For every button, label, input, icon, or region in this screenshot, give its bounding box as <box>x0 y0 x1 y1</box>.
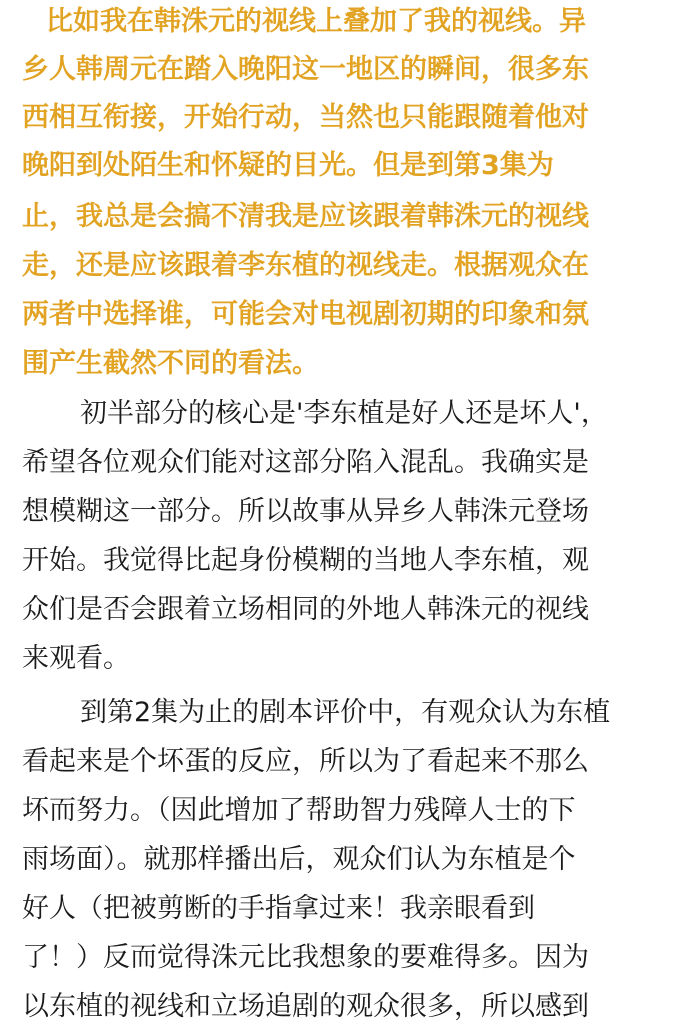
highlight-line: 止，我总是会搞不清我是应该跟着韩洙元的视线 <box>22 201 589 232</box>
paragraph-line: 看起来是个坏蛋的反应，所以为了看起来不那么 <box>22 746 589 777</box>
paragraph-line: 坏而努力。（因此增加了帮助智力残障人士的下 <box>22 795 576 826</box>
paragraph-line: 初半部分的核心是'李东植是好人还是坏人'， <box>80 398 608 429</box>
highlight-line: 西相互衔接，开始行动，当然也只能跟随着他对 <box>22 102 589 133</box>
highlight-line: 围产生截然不同的看法。 <box>22 348 319 379</box>
paragraph-line: 开始。我觉得比起身份模糊的当地人李东植，观 <box>22 545 589 576</box>
highlight-line: 乡人韩周元在踏入晚阳这一地区的瞬间，很多东 <box>22 54 589 85</box>
paragraph-line: 希望各位观众们能对这部分陷入混乱。我确实是 <box>22 447 589 478</box>
paragraph-line: 众们是否会跟着立场相同的外地人韩洙元的视线 <box>22 594 589 625</box>
paragraph-line: 想模糊这一部分。所以故事从异乡人韩洙元登场 <box>22 496 589 527</box>
paragraph-line: 来观看。 <box>22 643 130 674</box>
highlight-line: 晚阳到处陌生和怀疑的目光。但是到第3集为 <box>22 150 554 181</box>
highlight-line: 比如我在韩洙元的视线上叠加了我的视线。异 <box>46 6 586 37</box>
paragraph-line: 到第2集为止的剧本评价中，有观众认为东植 <box>80 697 611 728</box>
highlight-line: 走，还是应该跟着李东植的视线走。根据观众在 <box>22 250 589 281</box>
paragraph-line: 雨场面）。就那样播出后，观众们认为东植是个 <box>22 844 576 875</box>
paragraph-line: 好人（把被剪断的手指拿过来！我亲眼看到 <box>22 893 535 924</box>
paragraph-line: 了！）反而觉得洙元比我想象的要难得多。因为 <box>22 942 589 973</box>
highlight-line: 两者中选择谁，可能会对电视剧初期的印象和氛 <box>22 299 589 330</box>
paragraph-line: 以东植的视线和立场追剧的观众很多，所以感到 <box>22 991 589 1022</box>
